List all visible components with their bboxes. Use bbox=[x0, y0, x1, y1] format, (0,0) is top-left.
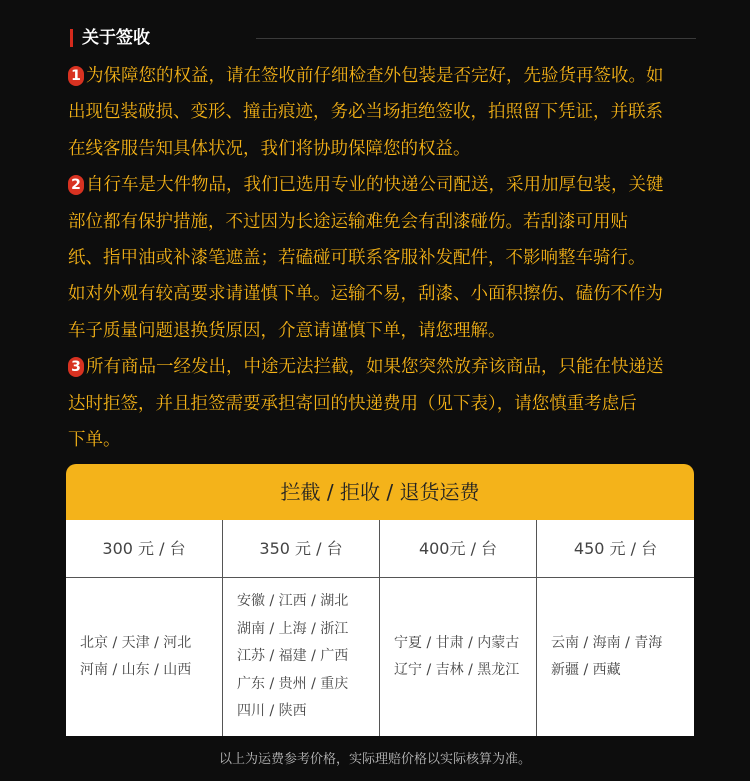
notice-line: 车子质量问题退换货原因，介意请谨慎下单，请您理解。 bbox=[68, 320, 506, 341]
shipping-fee-table bbox=[66, 464, 694, 736]
region-line: 北京 / 天津 / 河北 bbox=[80, 634, 192, 651]
notice-line: 达时拒签，并且拒签需要承担寄回的快递费用（见下表），请您慎重考虑后 bbox=[68, 393, 637, 414]
number-badge-icon: 3 bbox=[68, 357, 84, 377]
fee-column bbox=[380, 520, 537, 736]
fee-column bbox=[223, 520, 380, 736]
table-body bbox=[66, 520, 694, 736]
notice-line: 1 为保障您的权益，请在签收前仔细检查外包装是否完好，先验货再签收。如 bbox=[68, 58, 698, 94]
notice-line: 在线客服告知具体状况，我们将协助保障您的权益。 bbox=[68, 138, 471, 159]
fee-price: 300 元 / 台 bbox=[66, 520, 222, 578]
notice-line: 纸、指甲油或补漆笔遮盖；若磕碰可联系客服补发配件，不影响整车骑行。 bbox=[68, 248, 646, 269]
fee-regions bbox=[380, 578, 536, 736]
region-line: 新疆 / 西藏 bbox=[551, 662, 621, 678]
notice-line: 下单。 bbox=[68, 430, 121, 451]
fee-column bbox=[537, 520, 694, 736]
notice-line: 部位都有保护措施，不过因为长途运输难免会有刮漆碰伤。若刮漆可用贴 bbox=[68, 211, 628, 232]
notice-paragraph bbox=[68, 167, 698, 349]
notice-paragraph bbox=[68, 58, 698, 167]
region-line: 江苏 / 福建 / 广西 bbox=[237, 648, 349, 665]
region-line: 湖南 / 上海 / 浙江 bbox=[237, 620, 349, 637]
notice-text bbox=[68, 58, 698, 458]
number-badge-icon: 2 bbox=[68, 175, 84, 195]
region-line: 河南 / 山东 / 山西 bbox=[80, 662, 192, 678]
section-header bbox=[70, 26, 696, 52]
region-line: 宁夏 / 甘肃 / 内蒙古 bbox=[394, 634, 520, 651]
number-badge-icon: 1 bbox=[68, 66, 84, 86]
section-title: 关于签收 bbox=[82, 28, 150, 48]
notice-line: 2 自行车是大件物品，我们已选用专业的快递公司配送，采用加厚包装，关键 bbox=[68, 167, 698, 203]
footer-note: 以上为运费参考价格，实际理赔价格以实际核算为准。 bbox=[218, 752, 531, 767]
fee-price: 450 元 / 台 bbox=[537, 520, 694, 578]
fee-price: 400元 / 台 bbox=[380, 520, 536, 578]
region-line: 四川 / 陕西 bbox=[237, 703, 307, 720]
region-line: 安徽 / 江西 / 湖北 bbox=[237, 593, 349, 610]
region-line: 广东 / 贵州 / 重庆 bbox=[237, 675, 349, 692]
header-accent-bar bbox=[70, 29, 73, 47]
region-line: 云南 / 海南 / 青海 bbox=[551, 634, 663, 651]
notice-paragraph bbox=[68, 349, 698, 458]
fee-column bbox=[66, 520, 223, 736]
notice-line: 出现包装破损、变形、撞击痕迹，务必当场拒绝签收，拍照留下凭证，并联系 bbox=[68, 102, 663, 123]
header-divider bbox=[256, 38, 696, 39]
region-line: 辽宁 / 吉林 / 黑龙江 bbox=[394, 662, 520, 678]
notice-line: 3 所有商品一经发出，中途无法拦截，如果您突然放弃该商品，只能在快递送 bbox=[68, 349, 698, 385]
fee-regions bbox=[223, 578, 379, 736]
fee-regions bbox=[537, 578, 694, 736]
fee-price: 350 元 / 台 bbox=[223, 520, 379, 578]
table-title: 拦截 / 拒收 / 退货运费 bbox=[66, 464, 694, 520]
fee-regions bbox=[66, 578, 222, 736]
notice-line: 如对外观有较高要求请谨慎下单。运输不易，刮漆、小面积擦伤、磕伤不作为 bbox=[68, 284, 663, 305]
